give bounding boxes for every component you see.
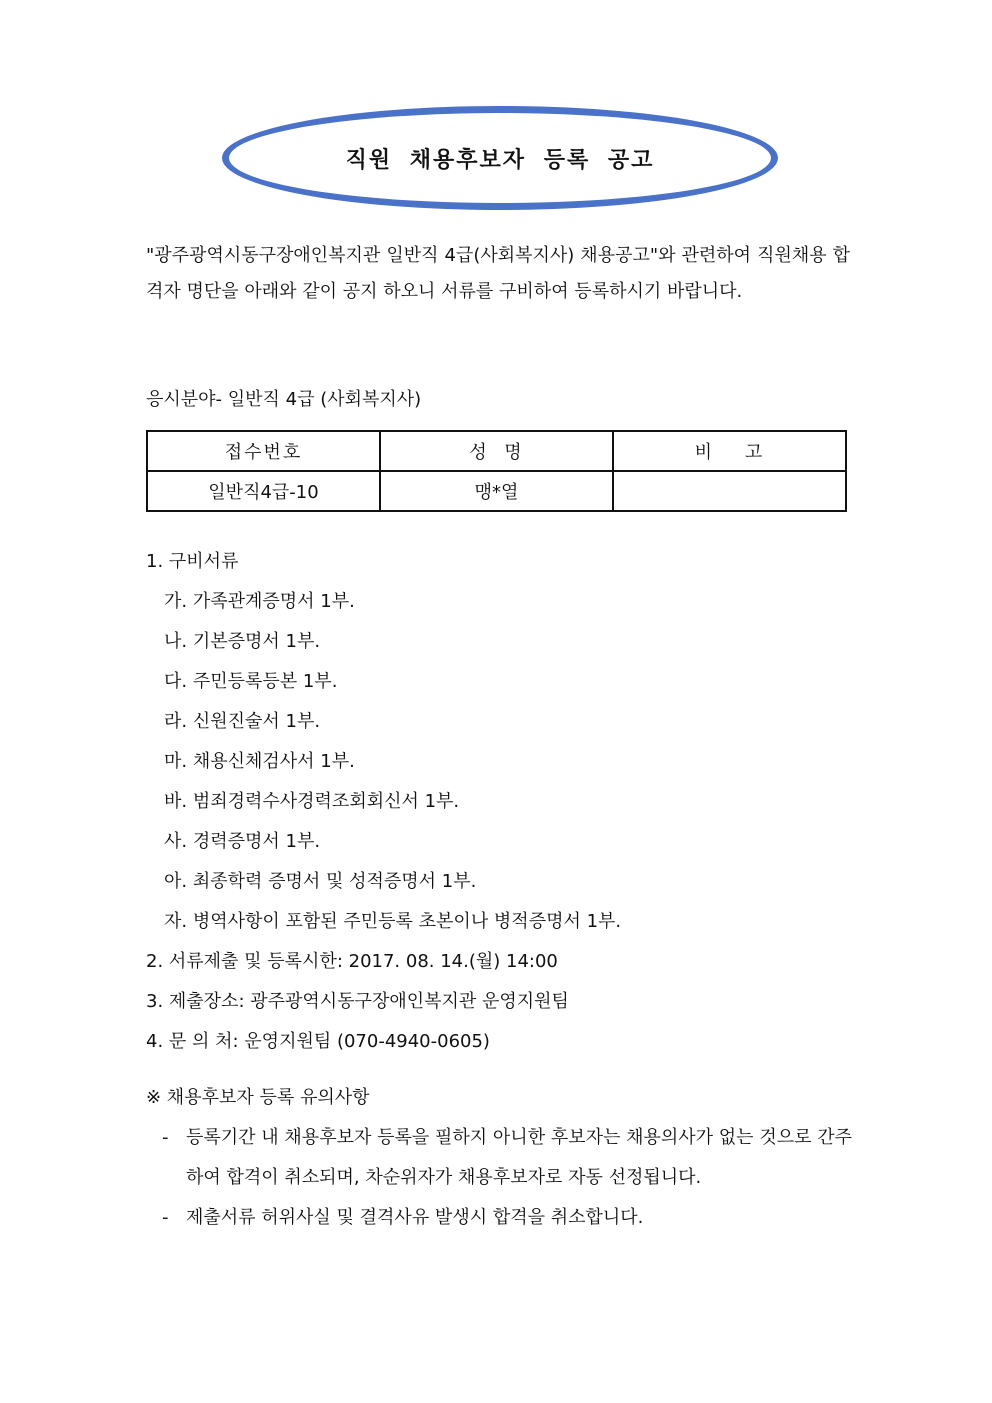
table-row xyxy=(147,471,846,511)
page-title: 직원 채용후보자 등록 공고 xyxy=(345,147,655,173)
field-label: 응시분야- 일반직 4급 (사회복지사) xyxy=(146,389,422,410)
documents-section xyxy=(146,542,856,1062)
dash-marker: - xyxy=(162,1207,169,1228)
list-item: 바. 범죄경력수사경력조회회신서 1부. xyxy=(164,791,460,812)
list-item: 가. 가족관계증명서 1부. xyxy=(164,591,355,612)
contact-line: 4. 문 의 처: 운영지원팀 (070-4940-0605) xyxy=(146,1031,490,1052)
table-header-row xyxy=(147,431,846,471)
list-item: 마. 채용신체검사서 1부. xyxy=(164,751,355,772)
header-cell-number: 접수번호 xyxy=(147,431,380,471)
list-item: 사. 경력증명서 1부. xyxy=(164,831,321,852)
deadline-line: 2. 서류제출 및 등록시한: 2017. 08. 14.(월) 14:00 xyxy=(146,951,558,972)
notice-item-text: 제출서류 허위사실 및 결격사유 발생시 합격을 취소합니다. xyxy=(186,1207,644,1228)
title-oval xyxy=(222,106,778,210)
place-line: 3. 제출장소: 광주광역시동구장애인복지관 운영지원팀 xyxy=(146,991,569,1012)
cell-name: 맹*열 xyxy=(380,471,613,511)
list-item: 아. 최종학력 증명서 및 성적증명서 1부. xyxy=(164,871,477,892)
notice-heading: ※ 채용후보자 등록 유의사항 xyxy=(146,1087,370,1108)
dash-marker: - xyxy=(162,1127,169,1148)
notice-item xyxy=(146,1118,852,1198)
cell-remarks xyxy=(613,471,846,511)
cell-number: 일반직4급-10 xyxy=(147,471,380,511)
notice-section xyxy=(146,1078,852,1238)
list-item: 나. 기본증명서 1부. xyxy=(164,631,321,652)
list-item: 라. 신원진술서 1부. xyxy=(164,711,321,732)
list-item: 다. 주민등록등본 1부. xyxy=(164,671,338,692)
result-table xyxy=(146,430,847,512)
header-cell-name: 성 명 xyxy=(380,431,613,471)
intro-paragraph: "광주광역시동구장애인복지관 일반직 4급(사회복지사) 채용공고"와 관련하여 직원채용 합격자 명단을 아래와 같이 공지 하오니 서류를 구비하여 등록하시기 바랍니다. xyxy=(146,245,850,302)
notice-item-text: 등록기간 내 채용후보자 등록을 필하지 아니한 후보자는 채용의사가 없는 것으로 간주하여 합격이 취소되며, 차순위자가 채용후보자로 자동 선정됩니다. xyxy=(186,1127,852,1188)
header-cell-remarks: 비 고 xyxy=(613,431,846,471)
documents-heading: 1. 구비서류 xyxy=(146,551,239,572)
notice-item xyxy=(146,1198,852,1238)
list-item: 자. 병역사항이 포함된 주민등록 초본이나 병적증명서 1부. xyxy=(164,911,622,932)
